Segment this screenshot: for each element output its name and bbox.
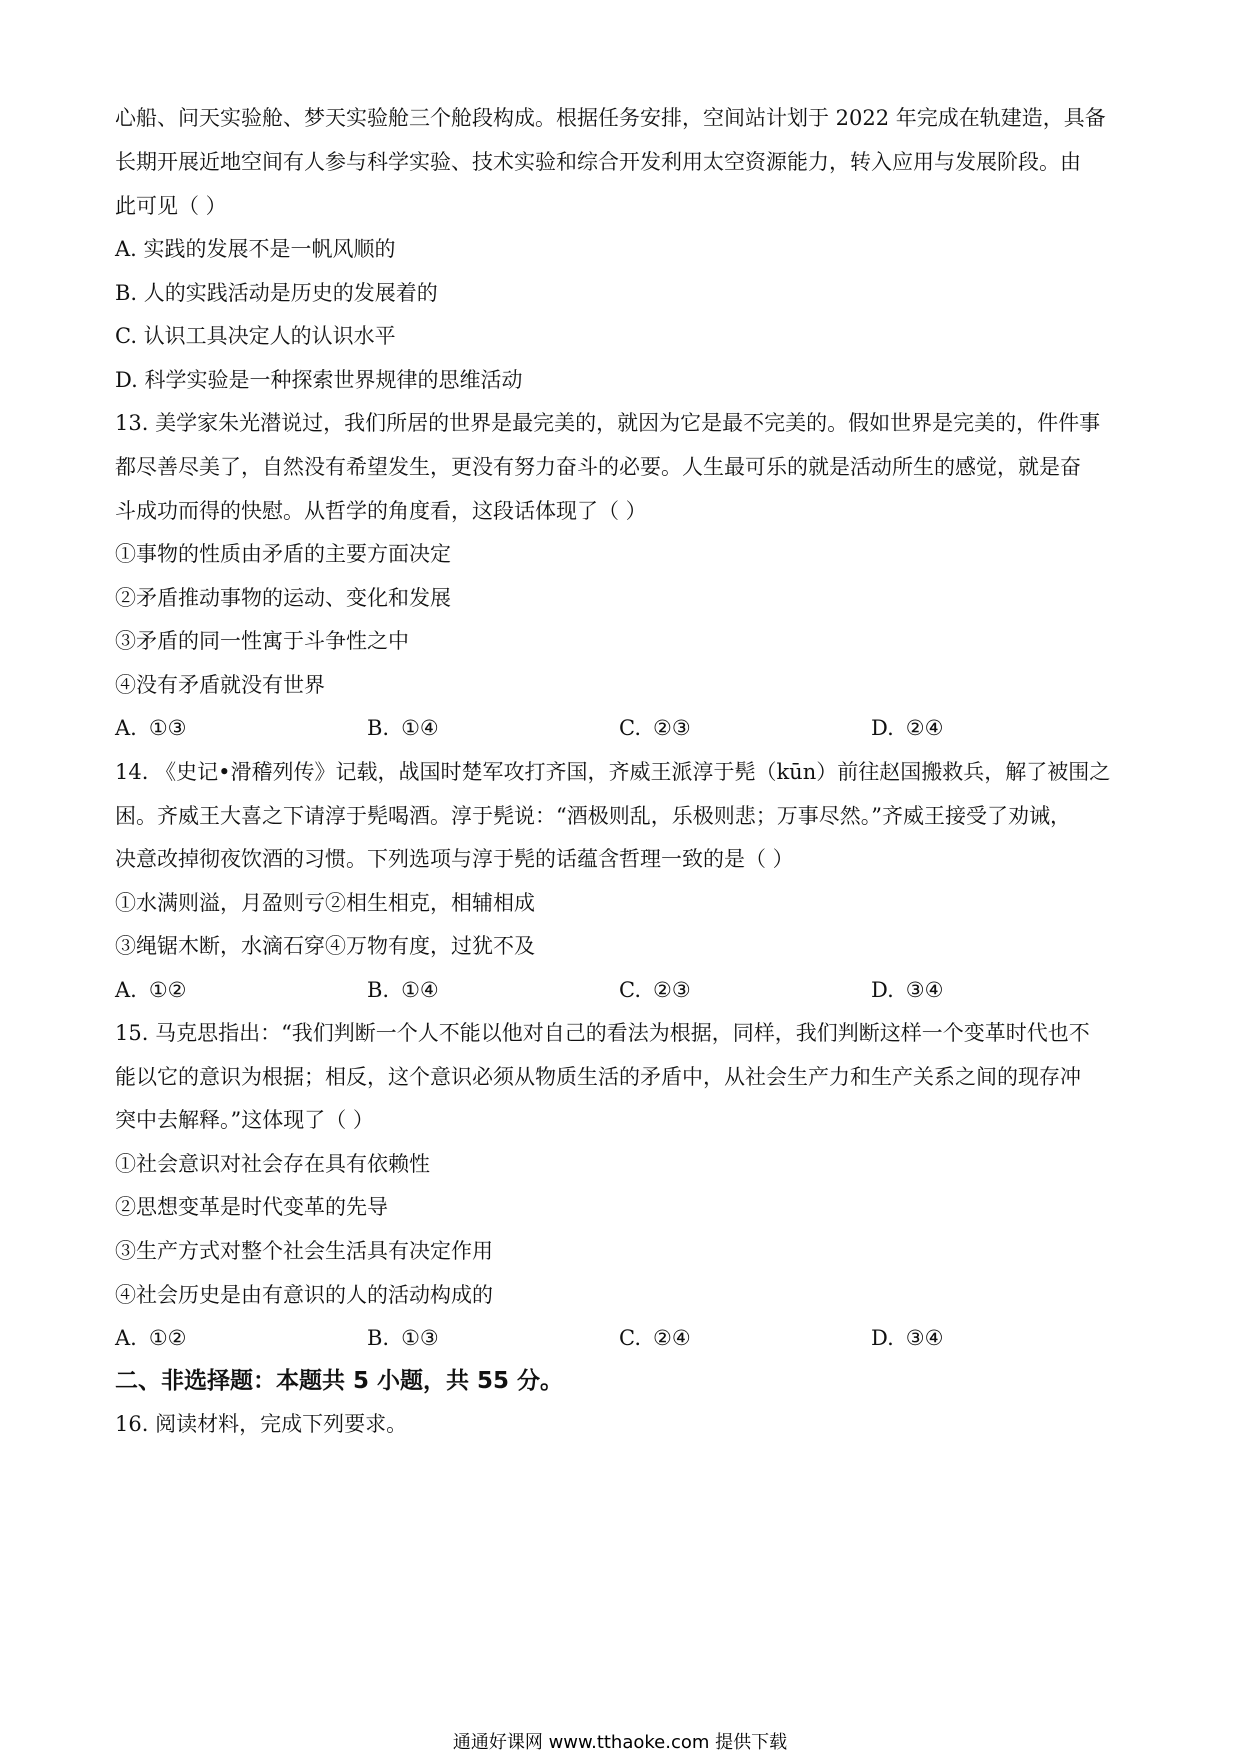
option-text: ②③ <box>653 978 691 1002</box>
q15-line-2: 能以它的意识为根据；相反，这个意识必须从物质生活的矛盾中，从社会生产力和生产关系之间的现存冲 <box>115 1065 1081 1089</box>
q15-item-1: ①社会意识对社会存在具有依赖性 <box>115 1152 430 1176</box>
q13-item-1: ①事物的性质由矛盾的主要方面决定 <box>115 542 451 566</box>
q14-line-2: 困。齐威王大喜之下请淳于髡喝酒。淳于髡说：“酒极则乱，乐极则悲；万事尽然。”齐威王接受了劝诫， <box>115 804 1071 828</box>
q14-item-1: ①水满则溢，月盈则亏②相生相克，相辅相成 <box>115 891 535 915</box>
q14-option-a <box>115 980 187 1001</box>
option-letter: B. <box>367 716 390 740</box>
q13-line-3: 斗成功而得的快慰。从哲学的角度看，这段话体现了（ ） <box>115 499 647 523</box>
option-text: 认识工具决定人的认识水平 <box>143 324 396 348</box>
q13-line-2: 都尽善尽美了，自然没有希望发生，更没有努力奋斗的必要。人生最可乐的就是活动所生的感觉，就是奋 <box>115 455 1081 479</box>
q12-option-c <box>115 326 396 347</box>
q16-line: 16. 阅读材料，完成下列要求。 <box>115 1412 408 1436</box>
q14-line-3: 决意改掉彻夜饮酒的习惯。下列选项与淳于髡的话蕴含哲理一致的是（ ） <box>115 847 794 871</box>
option-letter: A. <box>115 237 137 261</box>
option-text: 实践的发展不是一帆风顺的 <box>143 237 396 261</box>
option-letter: B. <box>115 281 138 305</box>
q13-option-b <box>367 718 439 739</box>
option-letter: D. <box>871 716 894 740</box>
option-letter: D. <box>115 368 138 392</box>
footer-watermark: 通通好课网 www.tthaoke.com 提供下载 <box>452 1732 788 1753</box>
option-letter: A. <box>115 978 137 1002</box>
q13-option-a <box>115 718 187 739</box>
option-text: ①③ <box>148 716 187 740</box>
q13-item-2: ②矛盾推动事物的运动、变化和发展 <box>115 586 451 610</box>
option-text: ①② <box>148 978 187 1002</box>
q14-item-2: ③绳锯木断，水滴石穿④万物有度，过犹不及 <box>115 934 535 958</box>
option-text: ①④ <box>401 716 439 740</box>
q12-line-2: 长期开展近地空间有人参与科学实验、技术实验和综合开发利用太空资源能力，转入应用与发展阶段。由 <box>115 150 1081 174</box>
q13-item-3: ③矛盾的同一性寓于斗争性之中 <box>115 629 409 653</box>
option-text: ②④ <box>653 1326 691 1350</box>
q13-option-d <box>871 718 943 739</box>
q12-line-3: 此可见（ ） <box>115 194 227 218</box>
q15-line-1: 15. 马克思指出：“我们判断一个人不能以他对自己的看法为根据，同样，我们判断这样一个变革时代也不 <box>115 1021 1090 1045</box>
q15-item-4: ④社会历史是由有意识的人的活动构成的 <box>115 1283 493 1307</box>
option-text: ③④ <box>905 978 944 1002</box>
q14-option-d <box>871 980 943 1001</box>
q14-option-b <box>367 980 439 1001</box>
option-letter: C. <box>619 1326 641 1350</box>
q14-option-c <box>619 980 691 1001</box>
q15-option-c <box>619 1328 691 1349</box>
option-letter: C. <box>619 978 641 1002</box>
q12-option-a <box>115 239 396 260</box>
option-text: 科学实验是一种探索世界规律的思维活动 <box>144 368 523 392</box>
option-letter: B. <box>367 978 390 1002</box>
q12-option-d <box>115 370 522 391</box>
option-letter: D. <box>871 978 894 1002</box>
q14-line-1: 14. 《史记•滑稽列传》记载，战国时楚军攻打齐国，齐威王派淳于髡（kūn）前往赵国搬救兵，解了被围之 <box>115 760 1111 784</box>
option-text: 人的实践活动是历史的发展着的 <box>143 281 438 305</box>
option-text: ①③ <box>401 1326 439 1350</box>
q15-option-b <box>367 1328 439 1349</box>
q12-option-b <box>115 283 438 304</box>
option-text: ②③ <box>653 716 691 740</box>
q15-line-3: 突中去解释。”这体现了（ ） <box>115 1108 374 1132</box>
option-text: ②④ <box>905 716 944 740</box>
q15-option-a <box>115 1328 187 1349</box>
q13-option-c <box>619 718 691 739</box>
option-letter: D. <box>871 1326 894 1350</box>
q15-item-2: ②思想变革是时代变革的先导 <box>115 1195 388 1219</box>
section-heading: 二、非选择题：本题共 5 小题，共 55 分。 <box>115 1368 564 1394</box>
option-letter: C. <box>115 324 137 348</box>
option-letter: C. <box>619 716 641 740</box>
q13-item-4: ④没有矛盾就没有世界 <box>115 673 325 697</box>
option-letter: B. <box>367 1326 390 1350</box>
option-text: ①④ <box>401 978 439 1002</box>
q13-line-1: 13. 美学家朱光潜说过，我们所居的世界是最完美的，就因为它是最不完美的。假如世界是完美的，件件事 <box>115 411 1101 435</box>
q12-line-1: 心船、问天实验舱、梦天实验舱三个舱段构成。根据任务安排，空间站计划于 2022 年完成在轨建造，具备 <box>115 106 1106 130</box>
option-letter: A. <box>115 1326 137 1350</box>
option-text: ③④ <box>905 1326 944 1350</box>
q15-item-3: ③生产方式对整个社会生活具有决定作用 <box>115 1239 493 1263</box>
q15-option-d <box>871 1328 943 1349</box>
option-letter: A. <box>115 716 137 740</box>
option-text: ①② <box>148 1326 187 1350</box>
